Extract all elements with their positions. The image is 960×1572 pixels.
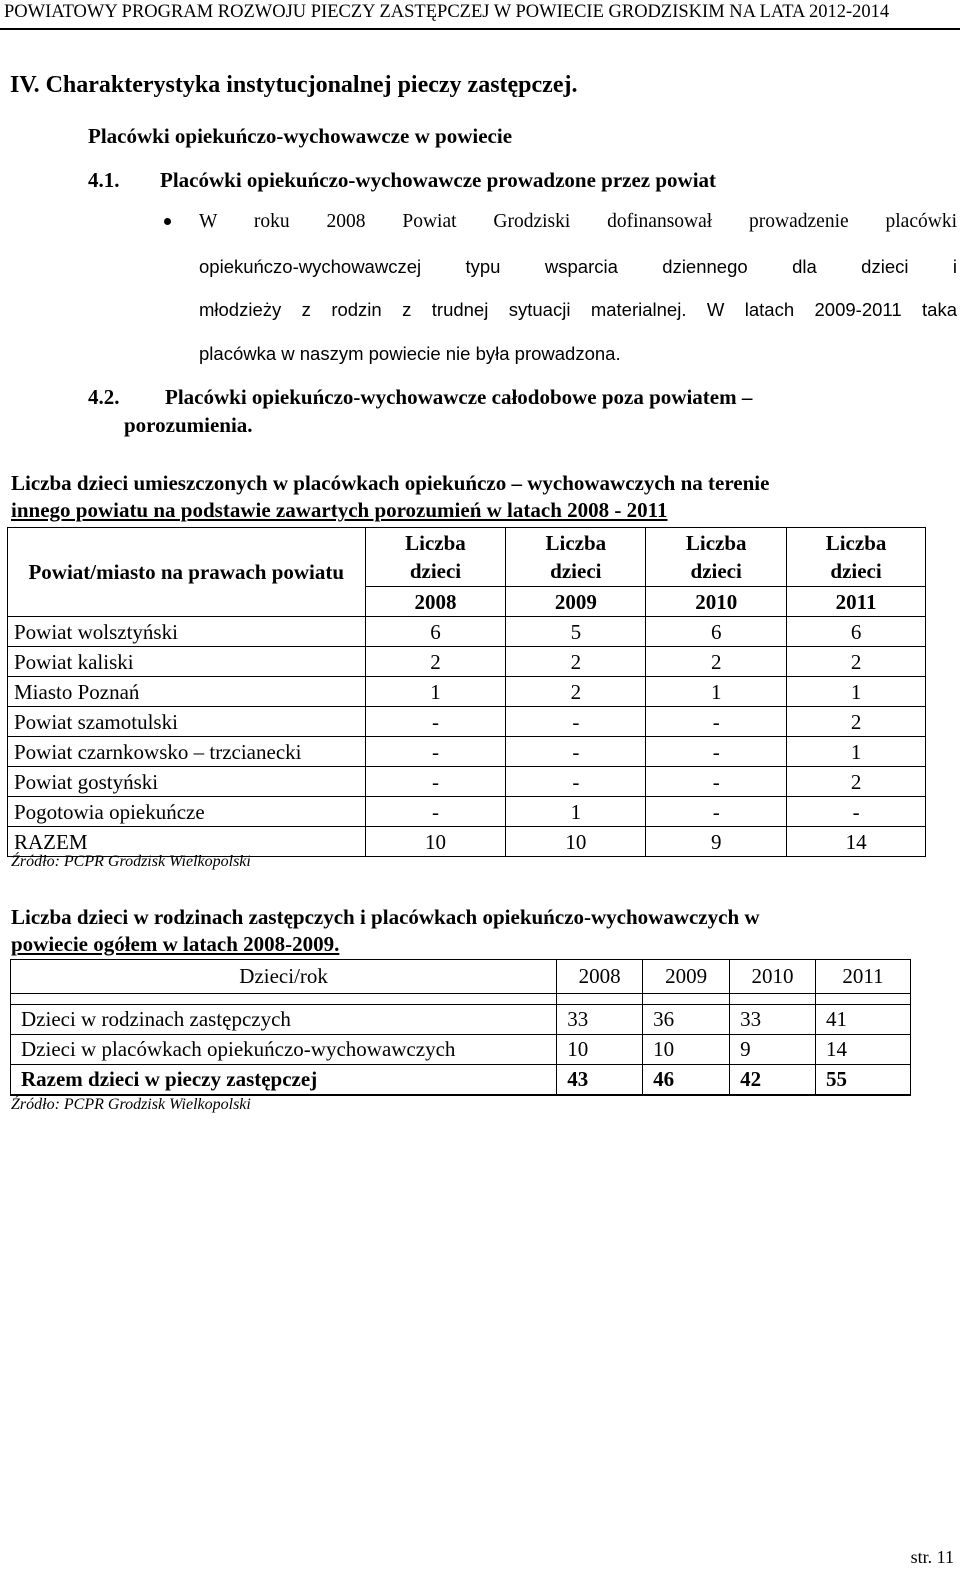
table2-source: Źródło: PCPR Grodzisk Wielkopolski: [11, 1096, 251, 1113]
column-header-district: Powiat/miasto na prawach powiatu: [8, 528, 366, 617]
table-header-row: [8, 528, 926, 587]
section-4-2-title-cont: porozumienia.: [124, 413, 253, 437]
year-cell: 2008: [557, 960, 643, 994]
column-header-category: Dzieci/rok: [11, 960, 557, 994]
table-row: [11, 1005, 911, 1035]
value-cell: 10: [557, 1035, 643, 1065]
spacer-cell: [816, 994, 911, 1005]
value-cell: 10: [365, 827, 506, 857]
value-cell: 46: [643, 1065, 730, 1096]
value-cell: -: [365, 737, 506, 767]
value-cell: 33: [557, 1005, 643, 1035]
table1-caption-line2: innego powiatu na podstawie zawartych porozumień w latach 2008 - 2011: [11, 498, 668, 522]
value-cell: 41: [816, 1005, 911, 1035]
value-cell: 2: [787, 707, 926, 737]
table-row: [8, 707, 926, 737]
header-dzieci: dzieci: [409, 559, 462, 583]
value-cell: 2: [787, 767, 926, 797]
section-subtitle: Placówki opiekuńczo-wychowawcze w powiecie: [88, 124, 513, 148]
value-cell: 43: [557, 1065, 643, 1096]
value-cell: 1: [365, 677, 506, 707]
table2-caption-line1: Liczba dzieci w rodzinach zastępczych i placówkach opiekuńczo-wychowawczych w: [11, 905, 760, 929]
value-cell: -: [646, 737, 787, 767]
value-cell: 2: [506, 647, 646, 677]
year-cell: 2010: [730, 960, 816, 994]
value-cell: 6: [787, 617, 926, 647]
value-cell: 2: [787, 647, 926, 677]
value-cell: -: [365, 767, 506, 797]
table-row: [8, 617, 926, 647]
section-4-2-title: Placówki opiekuńczo-wychowawcze całodobowe poza powiatem –: [165, 385, 753, 409]
header-liczba: Liczba: [825, 531, 887, 555]
table-total-row: [8, 827, 926, 857]
value-cell: 14: [787, 827, 926, 857]
value-cell: -: [365, 797, 506, 827]
value-cell: -: [646, 797, 787, 827]
section-4-1-title: Placówki opiekuńczo-wychowawcze prowadzone przez powiat: [160, 168, 717, 192]
value-cell: -: [506, 767, 646, 797]
table-row: [8, 677, 926, 707]
value-cell: -: [506, 737, 646, 767]
section-4-1-number: 4.1.: [88, 168, 120, 192]
value-cell: 9: [646, 827, 787, 857]
bullet-line-3: młodzieży z rodzin z trudnej sytuacji materialnej. W latach 2009-2011 taka: [199, 299, 957, 320]
spacer-cell: [11, 994, 557, 1005]
value-cell: 10: [506, 827, 646, 857]
table2-caption-line2: powiecie ogółem w latach 2008-2009.: [11, 932, 340, 956]
table-header-row: [11, 960, 911, 994]
row-name: Powiat szamotulski: [8, 707, 366, 737]
header-dzieci: dzieci: [690, 559, 742, 583]
header-dzieci: dzieci: [550, 559, 602, 583]
year-cell: 2011: [787, 587, 926, 617]
row-name: Miasto Poznań: [8, 677, 366, 707]
value-cell: 55: [816, 1065, 911, 1096]
value-cell: -: [365, 707, 506, 737]
row-name: Powiat wolsztyński: [8, 617, 366, 647]
bullet-line-4: placówka w naszym powiecie nie była prowadzona.: [199, 343, 621, 364]
row-name: Powiat czarnkowsko – trzcianecki: [8, 737, 366, 767]
value-cell: -: [787, 797, 926, 827]
column-header-count: [365, 528, 506, 587]
summary-table: [10, 959, 911, 1096]
running-header: POWIATOWY PROGRAM ROZWOJU PIECZY ZASTĘPCZEJ W POWIECIE GRODZISKIM NA LATA 2012-2014: [0, 0, 960, 30]
header-liczba: Liczba: [545, 531, 607, 555]
header-liczba: Liczba: [685, 531, 747, 555]
bullet-line-1: W roku 2008 Powiat Grodziski dofinansował prowadzenie placówki: [199, 211, 957, 232]
value-cell: 1: [506, 797, 646, 827]
year-cell: 2011: [816, 960, 911, 994]
page-number: str. 11: [910, 1547, 954, 1567]
row-name: Pogotowia opiekuńcze: [8, 797, 366, 827]
value-cell: 1: [787, 677, 926, 707]
row-name: Razem dzieci w pieczy zastępczej: [11, 1065, 557, 1096]
year-cell: 2008: [365, 587, 506, 617]
spacer-cell: [643, 994, 730, 1005]
value-cell: 42: [730, 1065, 816, 1096]
year-cell: 2009: [506, 587, 646, 617]
table-total-row: [11, 1065, 911, 1096]
value-cell: -: [646, 707, 787, 737]
row-name: Dzieci w rodzinach zastępczych: [11, 1005, 557, 1035]
bullet-icon: [164, 218, 171, 225]
table-row: [8, 647, 926, 677]
year-cell: 2010: [646, 587, 787, 617]
value-cell: 33: [730, 1005, 816, 1035]
table-row: [8, 737, 926, 767]
value-cell: 2: [646, 647, 787, 677]
value-cell: 36: [643, 1005, 730, 1035]
value-cell: 1: [646, 677, 787, 707]
value-cell: 9: [730, 1035, 816, 1065]
row-name: Powiat kaliski: [8, 647, 366, 677]
table-row: [8, 767, 926, 797]
table1-source: Źródło: PCPR Grodzisk Wielkopolski: [11, 853, 251, 870]
column-header-count: [506, 528, 646, 587]
column-header-count: [787, 528, 926, 587]
section-title: IV. Charakterystyka instytucjonalnej pieczy zastępczej.: [10, 72, 578, 98]
bullet-line-2: opiekuńczo-wychowawczej typu wsparcia dziennego dla dzieci i: [199, 256, 957, 277]
column-header-count: [646, 528, 787, 587]
row-name: RAZEM: [8, 827, 366, 857]
value-cell: -: [506, 707, 646, 737]
table1-caption-line1: Liczba dzieci umieszczonych w placówkach opiekuńczo – wychowawczych na terenie: [11, 471, 770, 495]
spacer-cell: [557, 994, 643, 1005]
value-cell: 6: [365, 617, 506, 647]
value-cell: 2: [506, 677, 646, 707]
section-4-2-number: 4.2.: [88, 385, 120, 409]
value-cell: 1: [787, 737, 926, 767]
spacer-row: [11, 994, 911, 1005]
value-cell: 6: [646, 617, 787, 647]
year-cell: 2009: [643, 960, 730, 994]
spacer-cell: [730, 994, 816, 1005]
header-dzieci: dzieci: [830, 559, 882, 583]
header-liczba: Liczba: [405, 531, 466, 555]
row-name: Dzieci w placówkach opiekuńczo-wychowawczych: [11, 1035, 557, 1065]
value-cell: 5: [506, 617, 646, 647]
value-cell: 2: [365, 647, 506, 677]
value-cell: -: [646, 767, 787, 797]
table-row: [8, 797, 926, 827]
value-cell: 10: [643, 1035, 730, 1065]
row-name: Powiat gostyński: [8, 767, 366, 797]
table-row: [11, 1035, 911, 1065]
placements-table: [7, 527, 926, 857]
value-cell: 14: [816, 1035, 911, 1065]
